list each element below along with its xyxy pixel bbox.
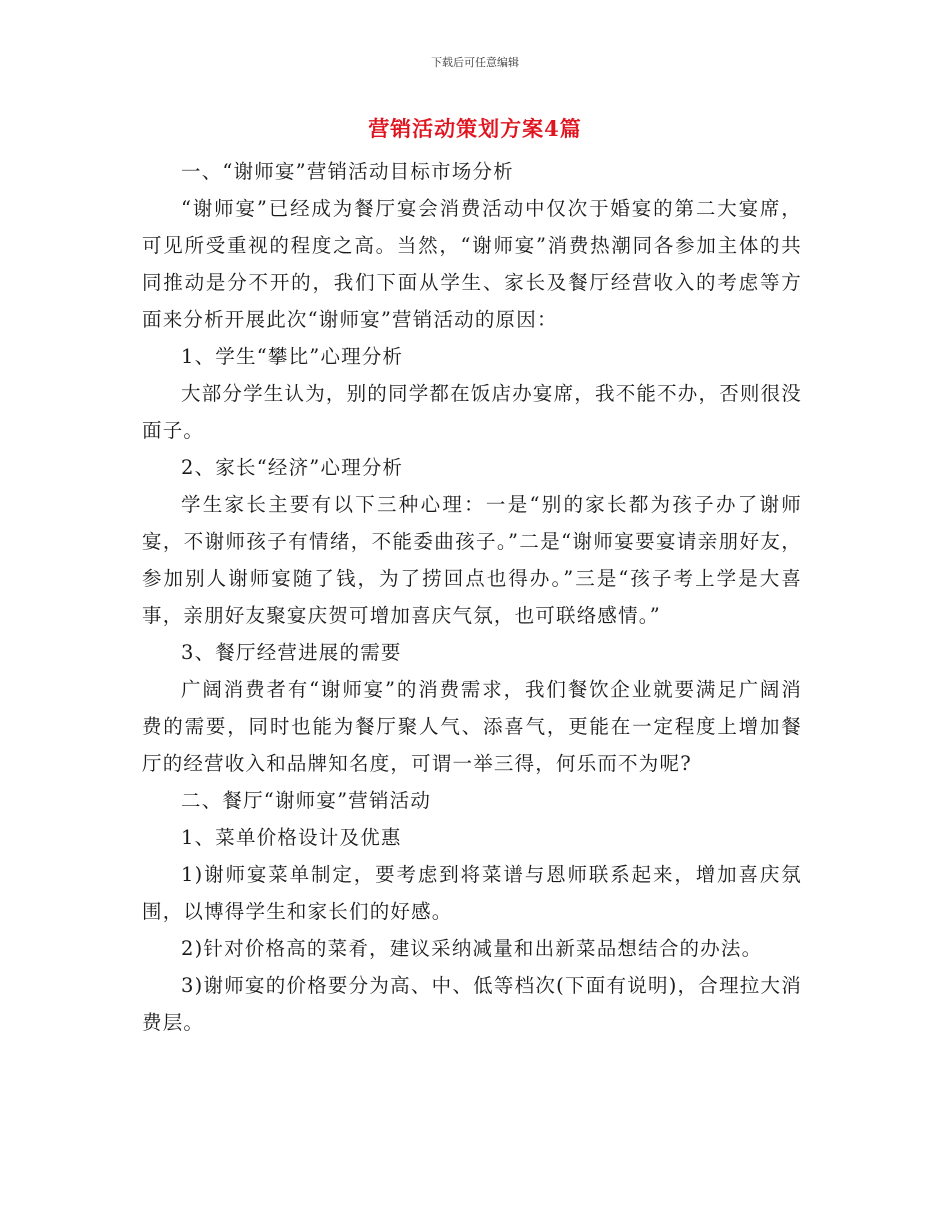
list-item: 1)谢师宴菜单制定，要考虑到将菜谱与恩师联系起来，增加喜庆氛围，以博得学生和家长们的好感。 xyxy=(142,863,802,923)
document-body xyxy=(142,153,802,1041)
page-header: 下载后可任意编辑 xyxy=(431,56,519,69)
list-item: 3)谢师宴的价格要分为高、中、低等档次(下面有说明)，合理拉大消费层。 xyxy=(142,974,802,1034)
paragraph: 学生家长主要有以下三种心理：一是“别的家长都为孩子办了谢师宴，不谢师孩子有情绪，不能委曲孩子。”二是“谢师宴要宴请亲朋好友，参加别人谢师宴随了钱，为了捞回点也得办。”三是“孩子考上学是大喜事，亲朋好友聚宴庆贺可增加喜庆气氛，也可联络感情。” xyxy=(142,493,802,627)
paragraph: 大部分学生认为，别的同学都在饭店办宴席，我不能不办，否则很没面子。 xyxy=(142,382,803,442)
section-heading: 一、“谢师宴”营销活动目标市场分析 xyxy=(181,160,514,183)
section-heading: 二、餐厅“谢师宴”营销活动 xyxy=(181,789,432,812)
list-item: 2)针对价格高的菜肴，建议采纳减量和出新菜品想结合的办法。 xyxy=(181,937,763,960)
subsection-heading: 1、菜单价格设计及优惠 xyxy=(181,826,402,849)
subsection-heading: 3、餐厅经营进展的需要 xyxy=(181,641,402,664)
paragraph: 广阔消费者有“谢师宴”的消费需求，我们餐饮企业就要满足广阔消费的需要，同时也能为餐厅聚人气、添喜气，更能在一定程度上增加餐厅的经营收入和品牌知名度，可谓一举三得，何乐而不为呢? xyxy=(142,678,802,775)
document-title: 营销活动策划方案4篇 xyxy=(368,116,582,141)
paragraph: “谢师宴”已经成为餐厅宴会消费活动中仅次于婚宴的第二大宴席，可见所受重视的程度之高。当然，“谢师宴”消费热潮同各参加主体的共同推动是分不开的，我们下面从学生、家长及餐厅经营收入的考虑等方面来分析开展此次“谢师宴”营销活动的原因： xyxy=(142,197,802,331)
subsection-heading: 1、学生“攀比”心理分析 xyxy=(181,345,404,368)
subsection-heading: 2、家长“经济”心理分析 xyxy=(181,456,404,479)
